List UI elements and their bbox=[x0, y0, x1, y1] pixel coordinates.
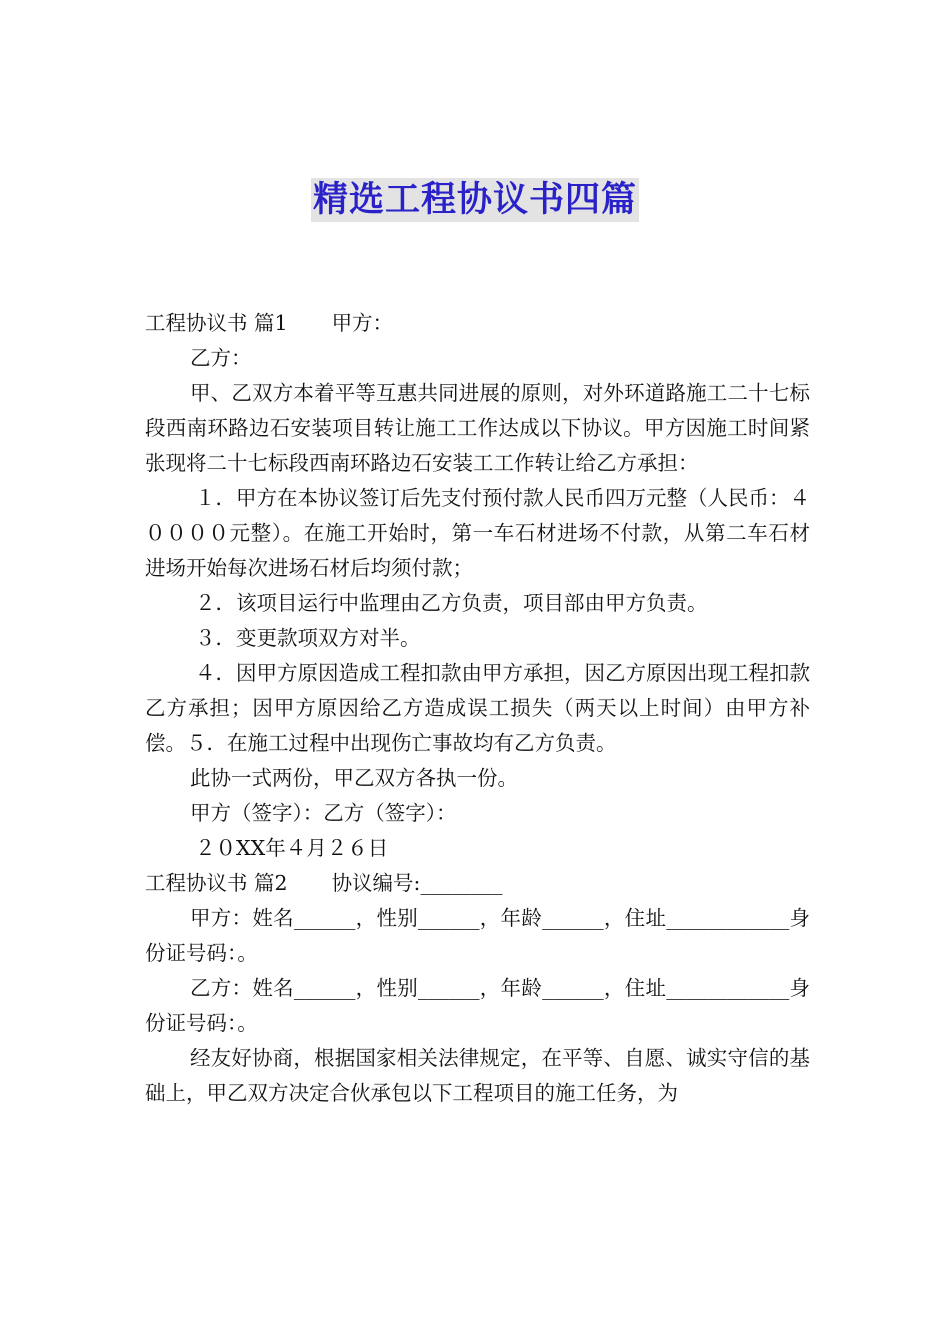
section2-party-b: 乙方：姓名______，性别______，年龄______，住址____________身份证号码：。 bbox=[145, 976, 810, 1035]
section1-item-4: ４．因甲方原因造成工程扣款由甲方承担，因乙方原因出现工程扣款乙方承担；因甲方原因给乙方造成误工损失（两天以上时间）由甲方补偿。５．在施工过程中出现伤亡事故均有乙方负责。 bbox=[145, 661, 810, 755]
section1-date: ２０XX年４月２６日 bbox=[195, 836, 389, 860]
section1-copies: 此协一式两份，甲乙双方各执一份。 bbox=[190, 766, 518, 790]
section1-intro: 甲、乙双方本着平等互惠共同进展的原则，对外环道路施工二十七标段西南环路边石安装项目转让施工工作达成以下协议。甲方因施工时间紧张现将二十七标段西南环路边石安装工工作转让给乙方承担： bbox=[145, 381, 810, 475]
title-container bbox=[0, 178, 950, 222]
section2-agreement-number: 协议编号:________ bbox=[331, 871, 503, 895]
section1-heading-line bbox=[145, 306, 810, 341]
document-body bbox=[145, 306, 810, 1111]
section1-heading: 工程协议书 篇1 bbox=[145, 311, 288, 335]
section1-party-b: 乙方： bbox=[190, 346, 252, 370]
document-title: 精选工程协议书四篇 bbox=[312, 180, 637, 220]
section1-item-1: １．甲方在本协议签订后先支付预付款人民币四万元整（人民币：４００００元整）。在施工开始时，第一车石材进场不付款，从第二车石材进场开始每次进场石材后均须付款； bbox=[145, 486, 810, 580]
section2-party-a: 甲方：姓名______，性别______，年龄______，住址____________身份证号码：。 bbox=[145, 906, 810, 965]
section1-party-a: 甲方： bbox=[331, 311, 394, 335]
section1-item-2: ２．该项目运行中监理由乙方负责，项目部由甲方负责。 bbox=[195, 591, 708, 615]
section1-signatures: 甲方（签字）：乙方（签字）： bbox=[190, 801, 457, 825]
section2-intro: 经友好协商，根据国家相关法律规定，在平等、自愿、诚实守信的基础上，甲乙双方决定合伙承包以下工程项目的施工任务，为 bbox=[145, 1046, 810, 1105]
section2-heading: 工程协议书 篇2 bbox=[145, 871, 288, 895]
section2-heading-line bbox=[145, 866, 810, 901]
section1-item-3: ３．变更款项双方对半。 bbox=[195, 626, 421, 650]
